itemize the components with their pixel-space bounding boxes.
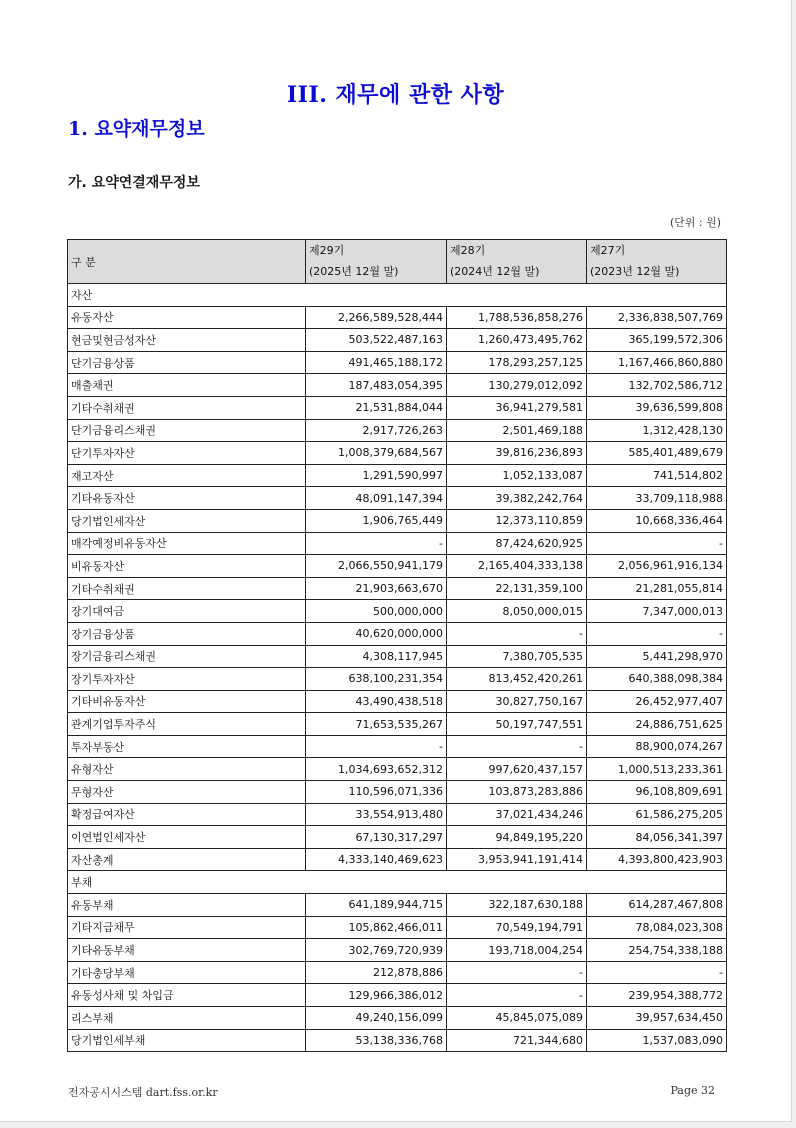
value-cell: 49,240,156,099	[306, 1007, 447, 1030]
value-cell: 45,845,075,089	[447, 1007, 587, 1030]
value-cell: -	[447, 622, 587, 645]
table-row	[68, 374, 727, 397]
row-label: 당기법인세자산	[68, 509, 306, 532]
value-cell: -	[587, 961, 727, 984]
row-label: 유형자산	[68, 758, 306, 781]
value-cell: 61,586,275,205	[587, 803, 727, 826]
value-cell: 212,878,886	[306, 961, 447, 984]
value-cell: 12,373,110,859	[447, 509, 587, 532]
unit-label: (단위 : 원)	[669, 216, 721, 229]
table-row	[68, 894, 727, 917]
value-cell: 640,388,098,384	[587, 668, 727, 691]
table-row	[68, 532, 727, 555]
value-cell: 21,903,663,670	[306, 577, 447, 600]
value-cell: 5,441,298,970	[587, 645, 727, 668]
value-cell: 365,199,572,306	[587, 329, 727, 352]
table-row	[68, 690, 727, 713]
row-label: 장기금융상품	[68, 622, 306, 645]
value-cell: 193,718,004,254	[447, 939, 587, 962]
value-cell: 178,293,257,125	[447, 351, 587, 374]
table-row	[68, 306, 727, 329]
header-col-27	[587, 240, 727, 284]
value-cell: 48,091,147,394	[306, 487, 447, 510]
row-label: 기타수취채권	[68, 396, 306, 419]
main-title: III. 재무에 관한 사항	[286, 82, 505, 108]
value-cell: 638,100,231,354	[306, 668, 447, 691]
value-cell: 1,537,083,090	[587, 1029, 727, 1052]
table-row	[68, 916, 727, 939]
header-period: 제29기	[309, 244, 345, 257]
row-label: 기타충당부채	[68, 961, 306, 984]
table-row	[68, 961, 727, 984]
value-cell: 254,754,338,188	[587, 939, 727, 962]
table-body	[68, 284, 727, 1052]
value-cell: 30,827,750,167	[447, 690, 587, 713]
value-cell: 8,050,000,015	[447, 600, 587, 623]
table-row	[68, 826, 727, 849]
value-cell: 21,281,055,814	[587, 577, 727, 600]
value-cell: 187,483,054,395	[306, 374, 447, 397]
value-cell: 53,138,336,768	[306, 1029, 447, 1052]
row-label: 기타비유동자산	[68, 690, 306, 713]
value-cell: 503,522,487,163	[306, 329, 447, 352]
value-cell: -	[447, 735, 587, 758]
row-label: 현금및현금성자산	[68, 329, 306, 352]
table-row	[68, 329, 727, 352]
value-cell: 585,401,489,679	[587, 442, 727, 465]
value-cell: 33,709,118,988	[587, 487, 727, 510]
table-row	[68, 713, 727, 736]
value-cell: 50,197,747,551	[447, 713, 587, 736]
row-label: 장기대여금	[68, 600, 306, 623]
table-row	[68, 735, 727, 758]
value-cell: 43,490,438,518	[306, 690, 447, 713]
value-cell: 4,308,117,945	[306, 645, 447, 668]
header-date: (2023년 12월 말)	[590, 265, 680, 278]
value-cell: 110,596,071,336	[306, 781, 447, 804]
table-row	[68, 419, 727, 442]
value-cell: 21,531,884,044	[306, 396, 447, 419]
value-cell: 39,382,242,764	[447, 487, 587, 510]
value-cell: 87,424,620,925	[447, 532, 587, 555]
value-cell: 239,954,388,772	[587, 984, 727, 1007]
table-row	[68, 555, 727, 578]
section-row	[68, 871, 727, 894]
value-cell: 96,108,809,691	[587, 781, 727, 804]
value-cell: 997,620,437,157	[447, 758, 587, 781]
value-cell: 39,957,634,450	[587, 1007, 727, 1030]
value-cell: 39,816,236,893	[447, 442, 587, 465]
table-row	[68, 600, 727, 623]
table-row	[68, 509, 727, 532]
value-cell: 1,291,590,997	[306, 464, 447, 487]
value-cell: 4,333,140,469,623	[306, 848, 447, 871]
value-cell: 132,702,586,712	[587, 374, 727, 397]
value-cell: 37,021,434,246	[447, 803, 587, 826]
table-row	[68, 645, 727, 668]
value-cell: 88,900,074,267	[587, 735, 727, 758]
row-label: 자산총계	[68, 848, 306, 871]
row-label: 유동성사채 및 차입금	[68, 984, 306, 1007]
value-cell: 1,034,693,652,312	[306, 758, 447, 781]
section-title: 1. 요약재무정보	[68, 118, 205, 140]
row-label: 관계기업투자주식	[68, 713, 306, 736]
section-label: 부채	[68, 871, 727, 894]
header-date: (2025년 12월 말)	[309, 265, 399, 278]
row-label: 유동자산	[68, 306, 306, 329]
value-cell: 2,917,726,263	[306, 419, 447, 442]
value-cell: 2,165,404,333,138	[447, 555, 587, 578]
footer-source: 전자공시시스템 dart.fss.or.kr	[68, 1086, 218, 1099]
header-col-29	[306, 240, 447, 284]
value-cell: 721,344,680	[447, 1029, 587, 1052]
value-cell: 26,452,977,407	[587, 690, 727, 713]
row-label: 재고자산	[68, 464, 306, 487]
value-cell: -	[447, 961, 587, 984]
header-col-28	[447, 240, 587, 284]
table-row	[68, 1007, 727, 1030]
table-row	[68, 984, 727, 1007]
value-cell: 71,653,535,267	[306, 713, 447, 736]
table-row	[68, 442, 727, 465]
value-cell: 103,873,283,886	[447, 781, 587, 804]
value-cell: -	[306, 735, 447, 758]
header-period: 제28기	[450, 244, 486, 257]
value-cell: 1,000,513,233,361	[587, 758, 727, 781]
value-cell: 33,554,913,480	[306, 803, 447, 826]
value-cell: 641,189,944,715	[306, 894, 447, 917]
value-cell: 39,636,599,808	[587, 396, 727, 419]
value-cell: 741,514,802	[587, 464, 727, 487]
value-cell: 322,187,630,188	[447, 894, 587, 917]
row-label: 유동부채	[68, 894, 306, 917]
table-row	[68, 487, 727, 510]
row-label: 장기금융리스채권	[68, 645, 306, 668]
sub-title: 가. 요약연결재무정보	[68, 175, 200, 191]
value-cell: 78,084,023,308	[587, 916, 727, 939]
value-cell: 36,941,279,581	[447, 396, 587, 419]
value-cell: 1,906,765,449	[306, 509, 447, 532]
value-cell: -	[587, 622, 727, 645]
value-cell: 130,279,012,092	[447, 374, 587, 397]
value-cell: 40,620,000,000	[306, 622, 447, 645]
section-row	[68, 284, 727, 307]
value-cell: -	[306, 532, 447, 555]
value-cell: 10,668,336,464	[587, 509, 727, 532]
row-label: 기타수취채권	[68, 577, 306, 600]
value-cell: 84,056,341,397	[587, 826, 727, 849]
table-row	[68, 464, 727, 487]
row-label: 확정급여자산	[68, 803, 306, 826]
value-cell: 2,066,550,941,179	[306, 555, 447, 578]
value-cell: 7,380,705,535	[447, 645, 587, 668]
table-row	[68, 1029, 727, 1052]
row-label: 기타유동자산	[68, 487, 306, 510]
value-cell: 500,000,000	[306, 600, 447, 623]
table-header-row	[68, 240, 727, 284]
section-label: 자산	[68, 284, 727, 307]
value-cell: 1,788,536,858,276	[447, 306, 587, 329]
row-label: 이연법인세자산	[68, 826, 306, 849]
value-cell: 2,266,589,528,444	[306, 306, 447, 329]
value-cell: 70,549,194,791	[447, 916, 587, 939]
table-row	[68, 396, 727, 419]
table-row	[68, 622, 727, 645]
table-row	[68, 351, 727, 374]
value-cell: 614,287,467,808	[587, 894, 727, 917]
table-row	[68, 577, 727, 600]
financial-summary-table	[67, 239, 727, 1052]
value-cell: 105,862,466,011	[306, 916, 447, 939]
table-row	[68, 939, 727, 962]
row-label: 장기투자자산	[68, 668, 306, 691]
row-label: 매각예정비유동자산	[68, 532, 306, 555]
table-row	[68, 803, 727, 826]
row-label: 당기법인세부채	[68, 1029, 306, 1052]
value-cell: 3,953,941,191,414	[447, 848, 587, 871]
value-cell: 7,347,000,013	[587, 600, 727, 623]
value-cell: 1,052,133,087	[447, 464, 587, 487]
value-cell: 24,886,751,625	[587, 713, 727, 736]
row-label: 기타유동부채	[68, 939, 306, 962]
value-cell: 94,849,195,220	[447, 826, 587, 849]
value-cell: 2,501,469,188	[447, 419, 587, 442]
value-cell: 67,130,317,297	[306, 826, 447, 849]
row-label: 무형자산	[68, 781, 306, 804]
row-label: 단기투자자산	[68, 442, 306, 465]
row-label: 매출채권	[68, 374, 306, 397]
row-label: 투자부동산	[68, 735, 306, 758]
value-cell: 1,260,473,495,762	[447, 329, 587, 352]
header-period: 제27기	[590, 244, 626, 257]
row-label: 비유동자산	[68, 555, 306, 578]
table-row	[68, 781, 727, 804]
row-label: 단기금융상품	[68, 351, 306, 374]
row-label: 단기금융리스채권	[68, 419, 306, 442]
value-cell: 813,452,420,261	[447, 668, 587, 691]
table-row	[68, 848, 727, 871]
value-cell: 302,769,720,939	[306, 939, 447, 962]
value-cell: 22,131,359,100	[447, 577, 587, 600]
value-cell: 491,465,188,172	[306, 351, 447, 374]
header-label: 구 분	[68, 240, 306, 284]
value-cell: 1,167,466,860,880	[587, 351, 727, 374]
table-row	[68, 668, 727, 691]
header-date: (2024년 12월 말)	[450, 265, 540, 278]
value-cell: -	[447, 984, 587, 1007]
value-cell: -	[587, 532, 727, 555]
value-cell: 2,336,838,507,769	[587, 306, 727, 329]
footer-page-number: Page 32	[670, 1084, 715, 1097]
row-label: 기타지급채무	[68, 916, 306, 939]
value-cell: 129,966,386,012	[306, 984, 447, 1007]
value-cell: 1,008,379,684,567	[306, 442, 447, 465]
row-label: 리스부채	[68, 1007, 306, 1030]
table-row	[68, 758, 727, 781]
value-cell: 4,393,800,423,903	[587, 848, 727, 871]
value-cell: 2,056,961,916,134	[587, 555, 727, 578]
value-cell: 1,312,428,130	[587, 419, 727, 442]
